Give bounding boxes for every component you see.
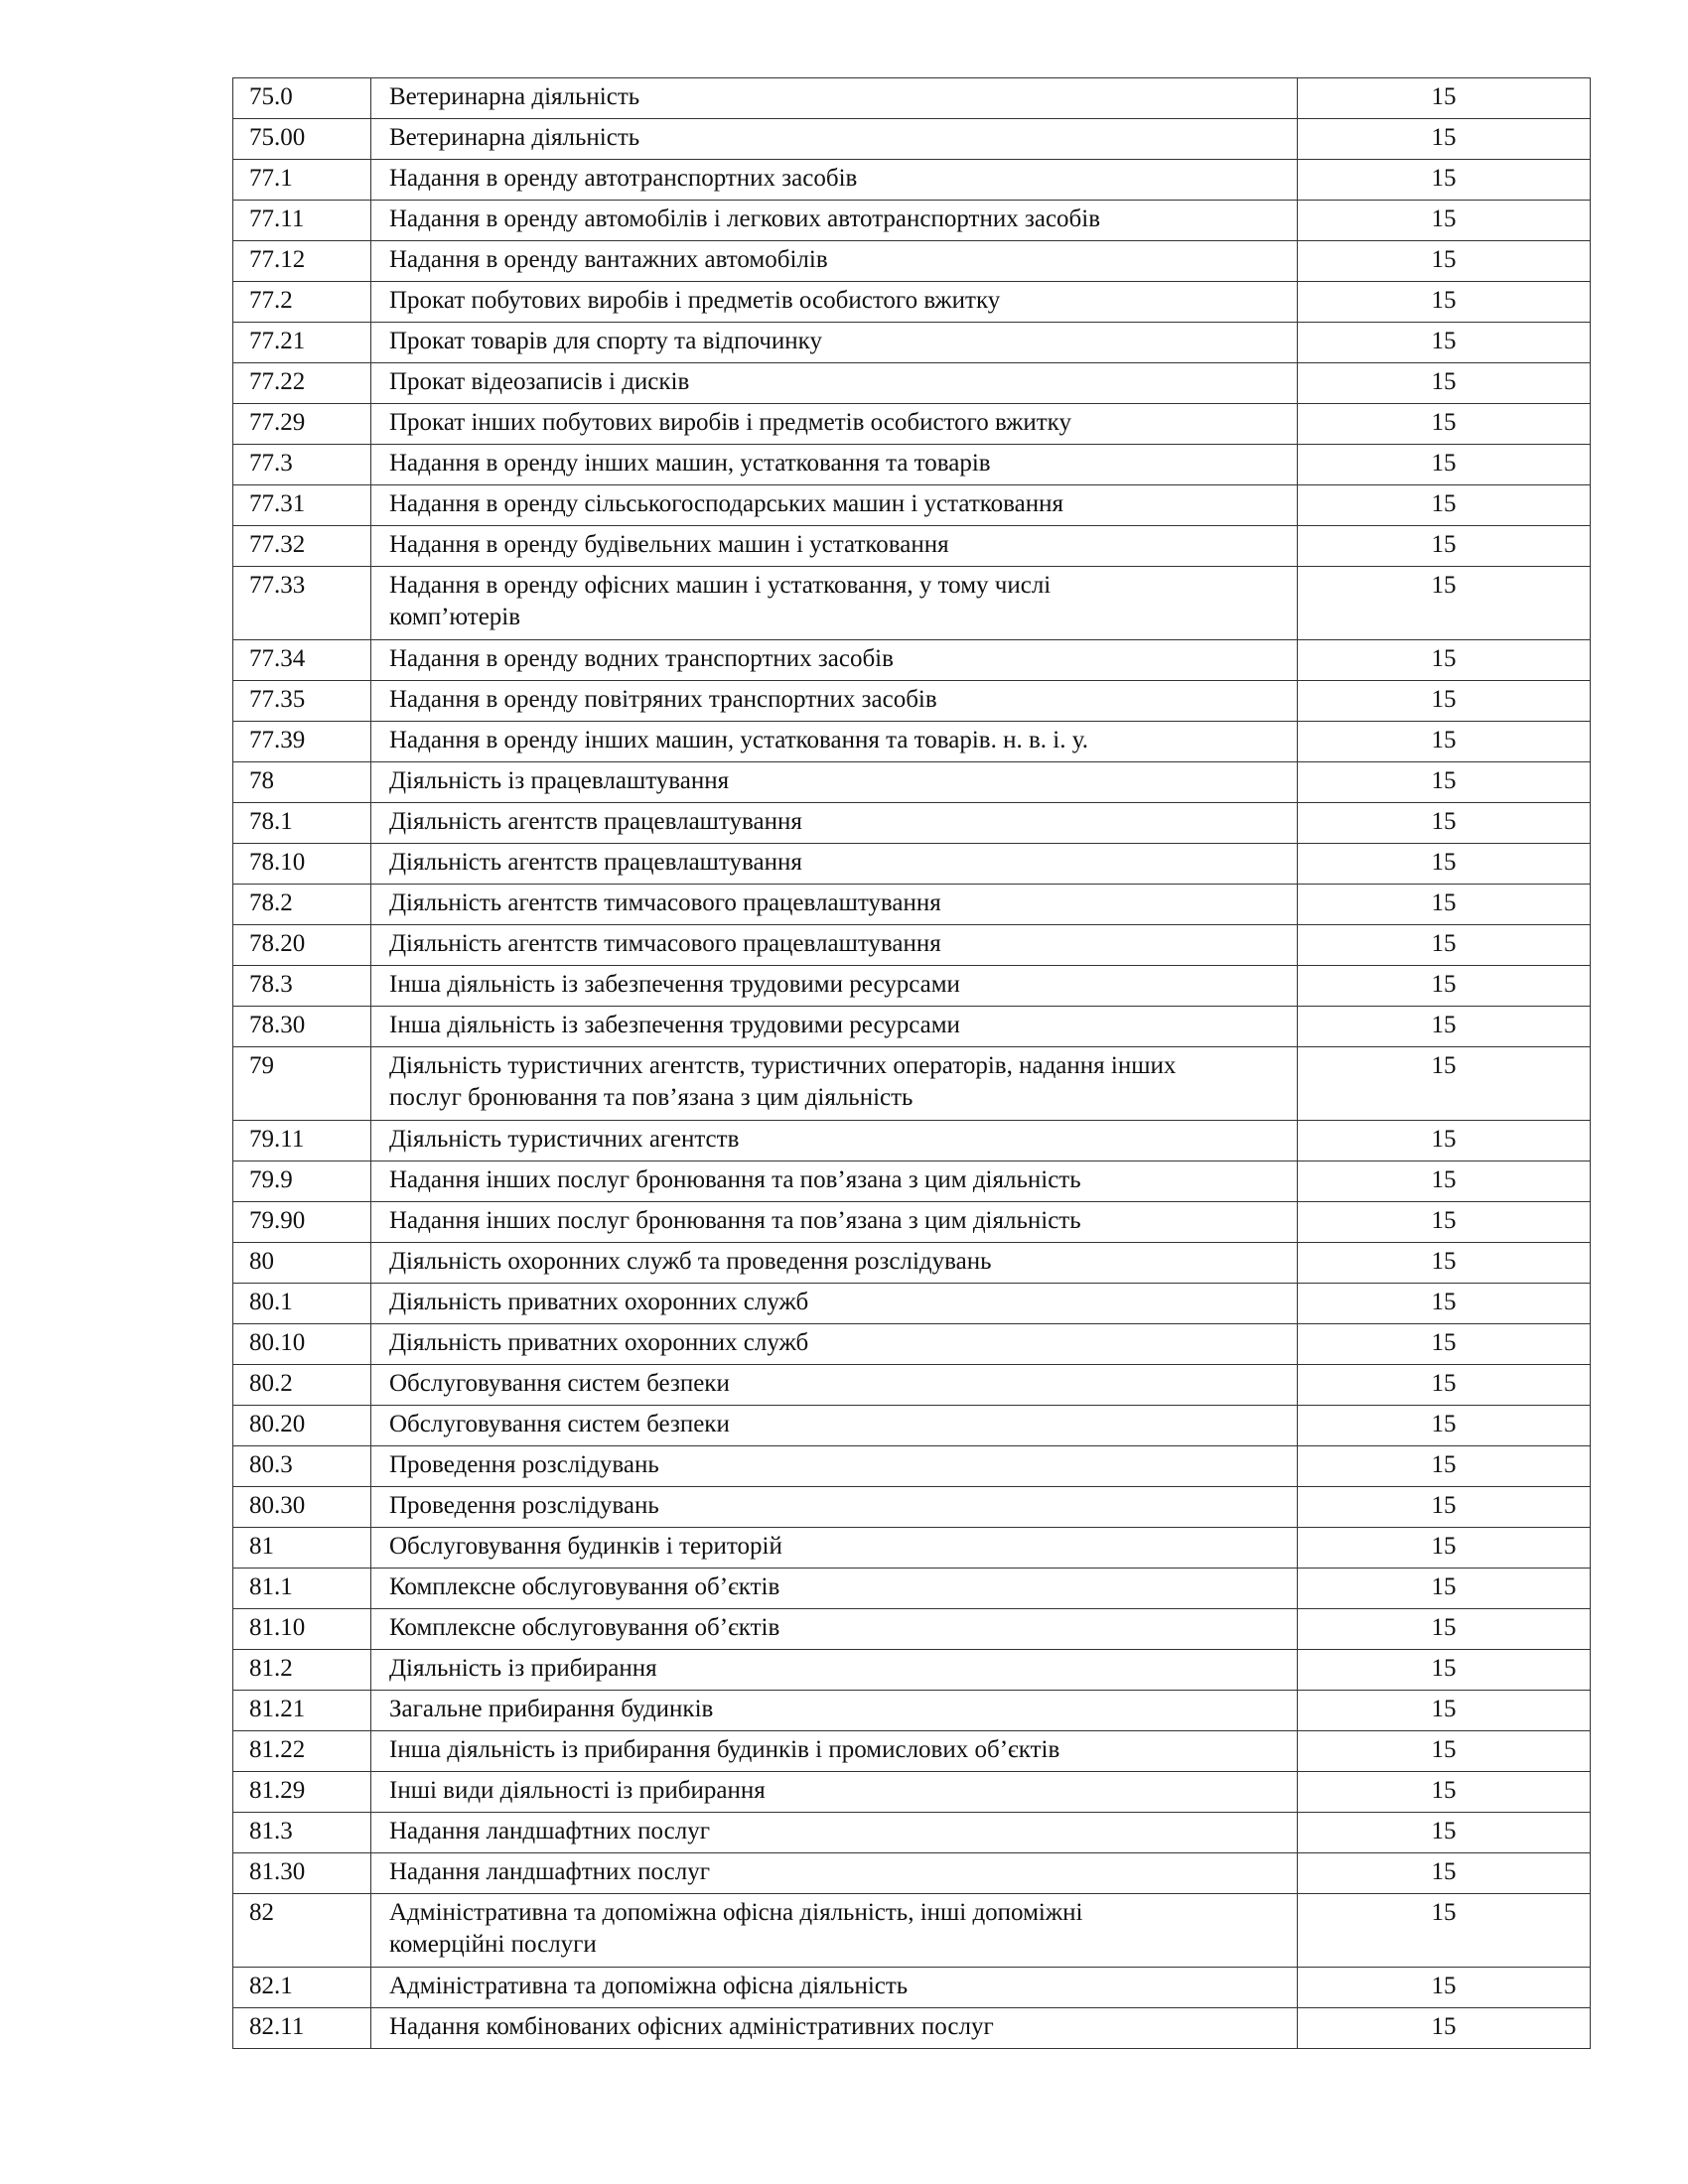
- activity-name-cell: [371, 241, 1298, 282]
- activity-name-cell: [371, 681, 1298, 722]
- table-row: [233, 323, 1591, 363]
- activity-name-cell: [371, 363, 1298, 404]
- activity-name-cell: [371, 1324, 1298, 1365]
- activity-name-cell: [371, 119, 1298, 160]
- table-row: [233, 1161, 1591, 1202]
- activity-name-text: Комплексне обслуговування об’єктів: [389, 1614, 780, 1641]
- activity-name-text-continued: комп’ютерів: [389, 604, 521, 630]
- activity-code-cell: 80.3: [233, 1446, 371, 1487]
- rate-cell: 15: [1298, 885, 1591, 925]
- activity-name-text: Діяльність агентств працевлаштування: [389, 808, 802, 835]
- activity-name-text: Надання ландшафтних послуг: [389, 1858, 710, 1885]
- table-row: [233, 78, 1591, 119]
- table-row: [233, 2008, 1591, 2049]
- table-row: [233, 485, 1591, 526]
- activity-name-text: Прокат побутових виробів і предметів особистого вжитку: [389, 287, 1001, 314]
- activity-code-cell: 78.1: [233, 803, 371, 844]
- rate-cell: 15: [1298, 1007, 1591, 1047]
- table-row: [233, 1894, 1591, 1968]
- table-row: [233, 1121, 1591, 1161]
- rate-cell: 15: [1298, 1121, 1591, 1161]
- activity-name-text: Обслуговування будинків і територій: [389, 1533, 782, 1560]
- activity-code-cell: 80.30: [233, 1487, 371, 1528]
- rate-cell: 15: [1298, 762, 1591, 803]
- activity-name-text: Надання в оренду інших машин, устатковання та товарів. н. в. і. у.: [389, 727, 1088, 753]
- activity-code-cell: 81: [233, 1528, 371, 1569]
- table-row: [233, 1202, 1591, 1243]
- activity-code-cell: 79.11: [233, 1121, 371, 1161]
- activity-name-cell: [371, 1772, 1298, 1813]
- activity-name-cell: [371, 762, 1298, 803]
- activity-name-text: Надання комбінованих офісних адміністративних послуг: [389, 2013, 994, 2040]
- activity-name-text: Діяльність із прибирання: [389, 1655, 657, 1682]
- table-row: [233, 119, 1591, 160]
- table-row: [233, 282, 1591, 323]
- activity-code-cell: 77.33: [233, 567, 371, 640]
- rate-cell: 15: [1298, 282, 1591, 323]
- table-row: [233, 1968, 1591, 2008]
- activity-name-cell: [371, 1968, 1298, 2008]
- table-row: [233, 885, 1591, 925]
- activity-code-cell: 77.35: [233, 681, 371, 722]
- activity-code-cell: 77.39: [233, 722, 371, 762]
- rate-cell: 15: [1298, 1324, 1591, 1365]
- activity-name-text: Діяльність агентств працевлаштування: [389, 849, 802, 876]
- rate-cell: 15: [1298, 1161, 1591, 1202]
- activity-name-cell: [371, 323, 1298, 363]
- table-row: [233, 1007, 1591, 1047]
- rate-cell: 15: [1298, 1047, 1591, 1121]
- activity-name-cell: [371, 404, 1298, 445]
- table-row: [233, 160, 1591, 201]
- activity-name-cell: [371, 1691, 1298, 1731]
- activity-name-text: Надання в оренду вантажних автомобілів: [389, 246, 828, 273]
- activity-name-cell: [371, 1731, 1298, 1772]
- table-row: [233, 1853, 1591, 1894]
- rate-cell: 15: [1298, 1853, 1591, 1894]
- activity-name-cell: [371, 1121, 1298, 1161]
- document-page: [232, 77, 1591, 2049]
- activity-name-cell: [371, 925, 1298, 966]
- activity-name-cell: [371, 1569, 1298, 1609]
- activity-code-cell: 80.10: [233, 1324, 371, 1365]
- activity-name-text: Діяльність охоронних служб та проведення розслідувань: [389, 1248, 992, 1275]
- activity-name-cell: [371, 567, 1298, 640]
- activity-name-cell: [371, 803, 1298, 844]
- activity-name-text-continued: комерційні послуги: [389, 1931, 597, 1958]
- table-row: [233, 1813, 1591, 1853]
- activity-name-text: Надання ландшафтних послуг: [389, 1818, 710, 1844]
- activity-name-cell: [371, 722, 1298, 762]
- activity-name-text: Інша діяльність із забезпечення трудовими ресурсами: [389, 971, 960, 998]
- activity-name-text: Проведення розслідувань: [389, 1492, 659, 1519]
- activity-rates-table: [232, 77, 1591, 2049]
- rate-cell: 15: [1298, 241, 1591, 282]
- activity-name-text: Загальне прибирання будинків: [389, 1696, 714, 1722]
- table-row: [233, 803, 1591, 844]
- activity-code-cell: 77.21: [233, 323, 371, 363]
- activity-name-cell: [371, 160, 1298, 201]
- table-row: [233, 925, 1591, 966]
- activity-name-cell: [371, 1284, 1298, 1324]
- rate-cell: 15: [1298, 1609, 1591, 1650]
- table-row: [233, 1691, 1591, 1731]
- table-row: [233, 1569, 1591, 1609]
- activity-code-cell: 79: [233, 1047, 371, 1121]
- rate-cell: 15: [1298, 1813, 1591, 1853]
- activity-name-cell: [371, 1446, 1298, 1487]
- table-row: [233, 1406, 1591, 1446]
- activity-code-cell: 81.3: [233, 1813, 371, 1853]
- activity-name-text: Інша діяльність із забезпечення трудовими ресурсами: [389, 1012, 960, 1038]
- rate-cell: 15: [1298, 681, 1591, 722]
- rate-cell: 15: [1298, 363, 1591, 404]
- rate-cell: 15: [1298, 1243, 1591, 1284]
- activity-name-text: Діяльність приватних охоронних служб: [389, 1289, 809, 1315]
- table-row: [233, 1365, 1591, 1406]
- activity-code-cell: 78.10: [233, 844, 371, 885]
- activity-name-text: Проведення розслідувань: [389, 1451, 659, 1478]
- table-row: [233, 681, 1591, 722]
- rate-cell: 15: [1298, 404, 1591, 445]
- activity-code-cell: 79.9: [233, 1161, 371, 1202]
- activity-name-text: Прокат інших побутових виробів і предметів особистого вжитку: [389, 409, 1071, 436]
- table-row: [233, 1446, 1591, 1487]
- rate-cell: 15: [1298, 1968, 1591, 2008]
- activity-code-cell: 80.1: [233, 1284, 371, 1324]
- activity-code-cell: 80.20: [233, 1406, 371, 1446]
- activity-name-text: Діяльність агентств тимчасового працевлаштування: [389, 930, 941, 957]
- activity-name-cell: [371, 1047, 1298, 1121]
- activity-name-cell: [371, 1365, 1298, 1406]
- rate-cell: 15: [1298, 640, 1591, 681]
- rate-cell: 15: [1298, 1365, 1591, 1406]
- activity-code-cell: 75.0: [233, 78, 371, 119]
- rate-cell: 15: [1298, 1894, 1591, 1968]
- table-row: [233, 567, 1591, 640]
- activity-name-text: Надання інших послуг бронювання та пов’язана з цим діяльність: [389, 1166, 1081, 1193]
- activity-code-cell: 77.34: [233, 640, 371, 681]
- activity-code-cell: 78.20: [233, 925, 371, 966]
- activity-name-cell: [371, 1161, 1298, 1202]
- table-row: [233, 1284, 1591, 1324]
- activity-name-text: Надання в оренду водних транспортних засобів: [389, 645, 894, 672]
- activity-code-cell: 77.29: [233, 404, 371, 445]
- activity-name-cell: [371, 1894, 1298, 1968]
- table-row: [233, 966, 1591, 1007]
- activity-name-text: Ветеринарна діяльність: [389, 124, 640, 151]
- activity-code-cell: 78.2: [233, 885, 371, 925]
- activity-name-cell: [371, 78, 1298, 119]
- activity-name-cell: [371, 640, 1298, 681]
- activity-name-text: Надання в оренду будівельних машин і устатковання: [389, 531, 949, 558]
- activity-name-text: Надання в оренду офісних машин і устатковання, у тому числі: [389, 572, 1052, 599]
- activity-code-cell: 77.31: [233, 485, 371, 526]
- rate-cell: 15: [1298, 1731, 1591, 1772]
- activity-code-cell: 81.21: [233, 1691, 371, 1731]
- activity-name-text: Адміністративна та допоміжна офісна діяльність: [389, 1973, 909, 1999]
- rate-cell: 15: [1298, 803, 1591, 844]
- rate-cell: 15: [1298, 1406, 1591, 1446]
- activity-name-text: Надання в оренду повітряних транспортних засобів: [389, 686, 937, 713]
- activity-name-text: Надання в оренду автотранспортних засобів: [389, 165, 858, 192]
- activity-code-cell: 78.30: [233, 1007, 371, 1047]
- rate-cell: 15: [1298, 1772, 1591, 1813]
- rate-cell: 15: [1298, 526, 1591, 567]
- activity-code-cell: 77.1: [233, 160, 371, 201]
- activity-name-cell: [371, 1650, 1298, 1691]
- rate-cell: 15: [1298, 485, 1591, 526]
- table-row: [233, 1650, 1591, 1691]
- activity-name-text: Прокат відеозаписів і дисків: [389, 368, 690, 395]
- table-row: [233, 201, 1591, 241]
- activity-code-cell: 79.90: [233, 1202, 371, 1243]
- activity-name-text: Надання в оренду сільськогосподарських машин і устатковання: [389, 490, 1063, 517]
- activity-name-cell: [371, 1007, 1298, 1047]
- rate-cell: 15: [1298, 160, 1591, 201]
- rate-cell: 15: [1298, 844, 1591, 885]
- activity-name-text: Надання в оренду інших машин, устатковання та товарів: [389, 450, 991, 477]
- activity-name-text: Прокат товарів для спорту та відпочинку: [389, 328, 822, 354]
- activity-name-text: Надання в оренду автомобілів і легкових автотранспортних засобів: [389, 205, 1101, 232]
- table-row: [233, 1243, 1591, 1284]
- table-row: [233, 526, 1591, 567]
- activity-name-text: Інші види діяльності із прибирання: [389, 1777, 766, 1804]
- activity-code-cell: 77.12: [233, 241, 371, 282]
- rate-cell: 15: [1298, 1284, 1591, 1324]
- activity-code-cell: 81.1: [233, 1569, 371, 1609]
- activity-name-text: Діяльність приватних охоронних служб: [389, 1329, 809, 1356]
- activity-name-text: Адміністративна та допоміжна офісна діяльність, інші допоміжні: [389, 1899, 1083, 1926]
- table-row: [233, 1609, 1591, 1650]
- table-row: [233, 1772, 1591, 1813]
- activity-name-cell: [371, 2008, 1298, 2049]
- rate-cell: 15: [1298, 323, 1591, 363]
- rate-cell: 15: [1298, 1569, 1591, 1609]
- rate-cell: 15: [1298, 722, 1591, 762]
- activity-code-cell: 78: [233, 762, 371, 803]
- rate-cell: 15: [1298, 119, 1591, 160]
- table-row: [233, 404, 1591, 445]
- table-body: [233, 78, 1591, 2049]
- activity-name-text: Діяльність туристичних агентств: [389, 1126, 740, 1153]
- activity-name-text: Надання інших послуг бронювання та пов’язана з цим діяльність: [389, 1207, 1081, 1234]
- activity-code-cell: 81.22: [233, 1731, 371, 1772]
- rate-cell: 15: [1298, 1202, 1591, 1243]
- activity-name-cell: [371, 1202, 1298, 1243]
- table-row: [233, 445, 1591, 485]
- rate-cell: 15: [1298, 1528, 1591, 1569]
- activity-code-cell: 81.30: [233, 1853, 371, 1894]
- activity-name-cell: [371, 1243, 1298, 1284]
- activity-name-text: Діяльність агентств тимчасового працевлаштування: [389, 889, 941, 916]
- rate-cell: 15: [1298, 445, 1591, 485]
- activity-name-cell: [371, 1813, 1298, 1853]
- rate-cell: 15: [1298, 201, 1591, 241]
- activity-name-text: Обслуговування систем безпеки: [389, 1370, 730, 1397]
- activity-code-cell: 81.10: [233, 1609, 371, 1650]
- activity-name-cell: [371, 1853, 1298, 1894]
- activity-name-cell: [371, 445, 1298, 485]
- table-row: [233, 363, 1591, 404]
- activity-name-text: Інша діяльність із прибирання будинків і промислових об’єктів: [389, 1736, 1060, 1763]
- activity-code-cell: 75.00: [233, 119, 371, 160]
- activity-code-cell: 78.3: [233, 966, 371, 1007]
- activity-name-cell: [371, 526, 1298, 567]
- activity-name-text: Діяльність із працевлаштування: [389, 767, 730, 794]
- table-row: [233, 640, 1591, 681]
- table-row: [233, 1487, 1591, 1528]
- table-row: [233, 722, 1591, 762]
- table-row: [233, 1047, 1591, 1121]
- activity-code-cell: 77.2: [233, 282, 371, 323]
- rate-cell: 15: [1298, 1487, 1591, 1528]
- activity-code-cell: 80: [233, 1243, 371, 1284]
- table-row: [233, 241, 1591, 282]
- rate-cell: 15: [1298, 966, 1591, 1007]
- activity-code-cell: 82: [233, 1894, 371, 1968]
- rate-cell: 15: [1298, 1691, 1591, 1731]
- rate-cell: 15: [1298, 78, 1591, 119]
- table-row: [233, 762, 1591, 803]
- activity-code-cell: 80.2: [233, 1365, 371, 1406]
- activity-code-cell: 81.29: [233, 1772, 371, 1813]
- activity-name-text: Діяльність туристичних агентств, туристичних операторів, надання інших: [389, 1052, 1177, 1079]
- rate-cell: 15: [1298, 567, 1591, 640]
- rate-cell: 15: [1298, 1650, 1591, 1691]
- rate-cell: 15: [1298, 925, 1591, 966]
- table-row: [233, 1731, 1591, 1772]
- activity-name-cell: [371, 1487, 1298, 1528]
- table-row: [233, 844, 1591, 885]
- activity-name-cell: [371, 1406, 1298, 1446]
- activity-name-cell: [371, 201, 1298, 241]
- activity-name-cell: [371, 844, 1298, 885]
- activity-code-cell: 77.22: [233, 363, 371, 404]
- activity-name-text: Комплексне обслуговування об’єктів: [389, 1573, 780, 1600]
- rate-cell: 15: [1298, 1446, 1591, 1487]
- activity-name-cell: [371, 1609, 1298, 1650]
- activity-name-cell: [371, 885, 1298, 925]
- table-row: [233, 1324, 1591, 1365]
- activity-code-cell: 77.3: [233, 445, 371, 485]
- activity-name-cell: [371, 966, 1298, 1007]
- activity-name-text: Ветеринарна діяльність: [389, 83, 640, 110]
- activity-code-cell: 82.11: [233, 2008, 371, 2049]
- activity-name-cell: [371, 1528, 1298, 1569]
- activity-name-text-continued: послуг бронювання та пов’язана з цим діяльність: [389, 1084, 914, 1111]
- activity-code-cell: 77.32: [233, 526, 371, 567]
- activity-code-cell: 82.1: [233, 1968, 371, 2008]
- rate-cell: 15: [1298, 2008, 1591, 2049]
- activity-code-cell: 77.11: [233, 201, 371, 241]
- activity-name-cell: [371, 282, 1298, 323]
- activity-code-cell: 81.2: [233, 1650, 371, 1691]
- table-row: [233, 1528, 1591, 1569]
- activity-name-text: Обслуговування систем безпеки: [389, 1411, 730, 1437]
- activity-name-cell: [371, 485, 1298, 526]
